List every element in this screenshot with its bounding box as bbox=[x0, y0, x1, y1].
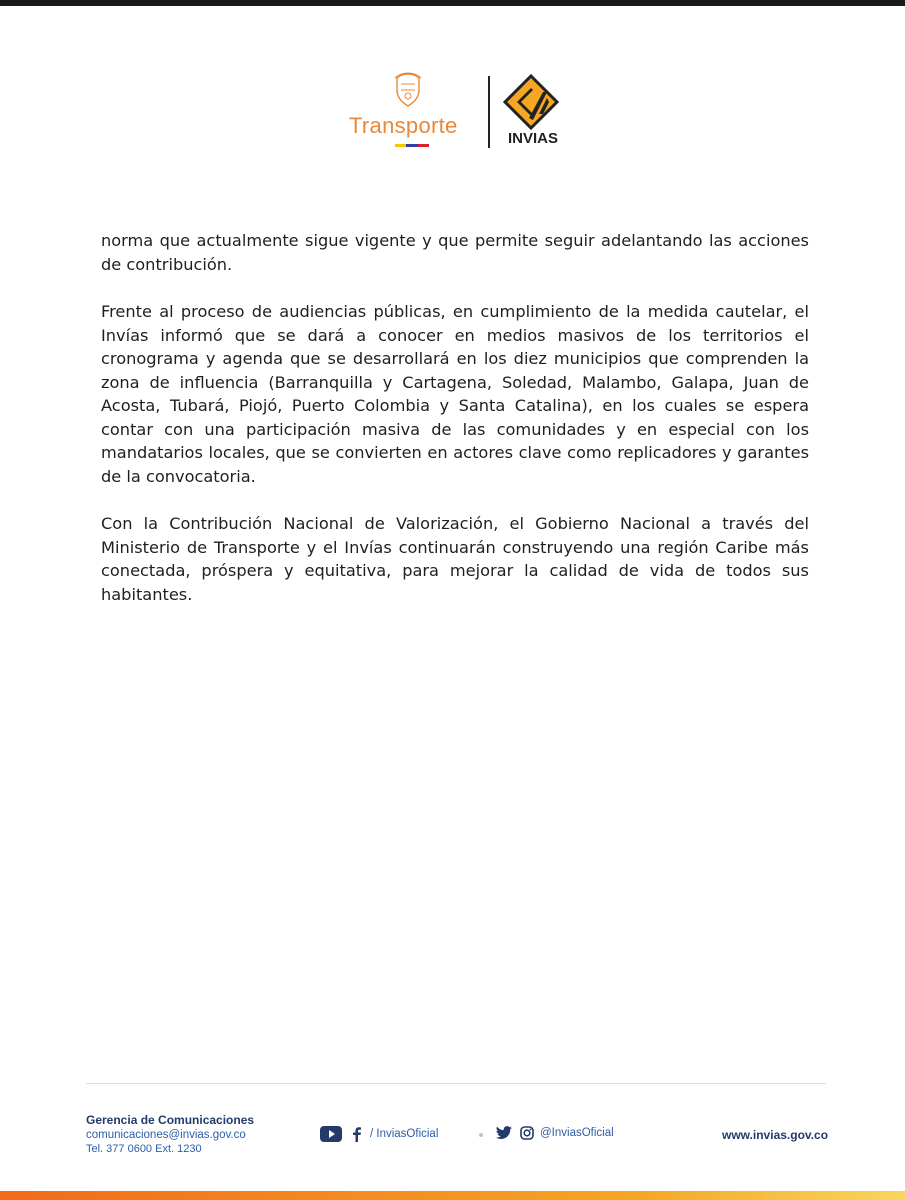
footer-contact bbox=[86, 1113, 254, 1156]
header-logos bbox=[345, 72, 565, 152]
facebook-icon[interactable] bbox=[350, 1126, 364, 1142]
twitter-instagram-handle[interactable]: @InviasOficial bbox=[540, 1127, 614, 1139]
facebook-youtube-handle[interactable]: / InviasOficial bbox=[370, 1128, 439, 1140]
instagram-icon[interactable] bbox=[520, 1126, 534, 1140]
paragraph: Con la Contribución Nacional de Valorización, el Gobierno Nacional a través del Ministerio de Transporte y el Invías continuarán construyendo una región Caribe más conectada, próspera y equitativa, para mejorar la calidad de vida de todos sus habitantes. bbox=[101, 514, 809, 604]
contact-phone: Tel. 377 0600 Ext. 1230 bbox=[86, 1143, 202, 1155]
ministry-logo-text: Transporte bbox=[349, 113, 458, 138]
twitter-icon[interactable] bbox=[496, 1126, 512, 1140]
colombia-flag-strip bbox=[395, 144, 429, 147]
department-name: Gerencia de Comunicaciones bbox=[86, 1113, 255, 1127]
social-group-facebook-youtube bbox=[320, 1126, 438, 1142]
footer-divider bbox=[86, 1083, 826, 1084]
top-border bbox=[0, 0, 905, 6]
paragraph: norma que actualmente sigue vigente y que permite seguir adelantando las acciones de contribución. bbox=[101, 231, 809, 274]
invias-logo-icon bbox=[503, 74, 559, 130]
contact-email[interactable]: comunicaciones@invias.gov.co bbox=[86, 1129, 246, 1141]
article-body bbox=[101, 229, 809, 630]
website-link[interactable]: www.invias.gov.co bbox=[722, 1128, 829, 1142]
agency-logo-text: INVIAS bbox=[507, 130, 558, 147]
coat-of-arms-icon bbox=[393, 72, 423, 108]
paragraph: Frente al proceso de audiencias públicas, en cumplimiento de la medida cautelar, el Invías informó que se dará a conocer en medios masivos de los territorios el cronograma y agenda que se desarrollará en los diez municipios que comprenden la zona de influencia (Barranquilla y Cartagena, Soledad, Malambo, Galapa, Juan de Acosta, Tubará, Piojó, Puerto Colombia y Santa Catalina), en los cuales se espera contar con una participación masiva de las comunidades y en especial con los mandatarios locales, que se convierten en actores clave como replicadores y garantes de la convocatoria. bbox=[101, 302, 809, 486]
separator-dot bbox=[479, 1133, 483, 1137]
logo-divider bbox=[488, 76, 490, 148]
bottom-accent-bar bbox=[0, 1191, 905, 1200]
social-group-twitter-instagram bbox=[496, 1126, 614, 1140]
youtube-icon[interactable] bbox=[320, 1126, 342, 1142]
